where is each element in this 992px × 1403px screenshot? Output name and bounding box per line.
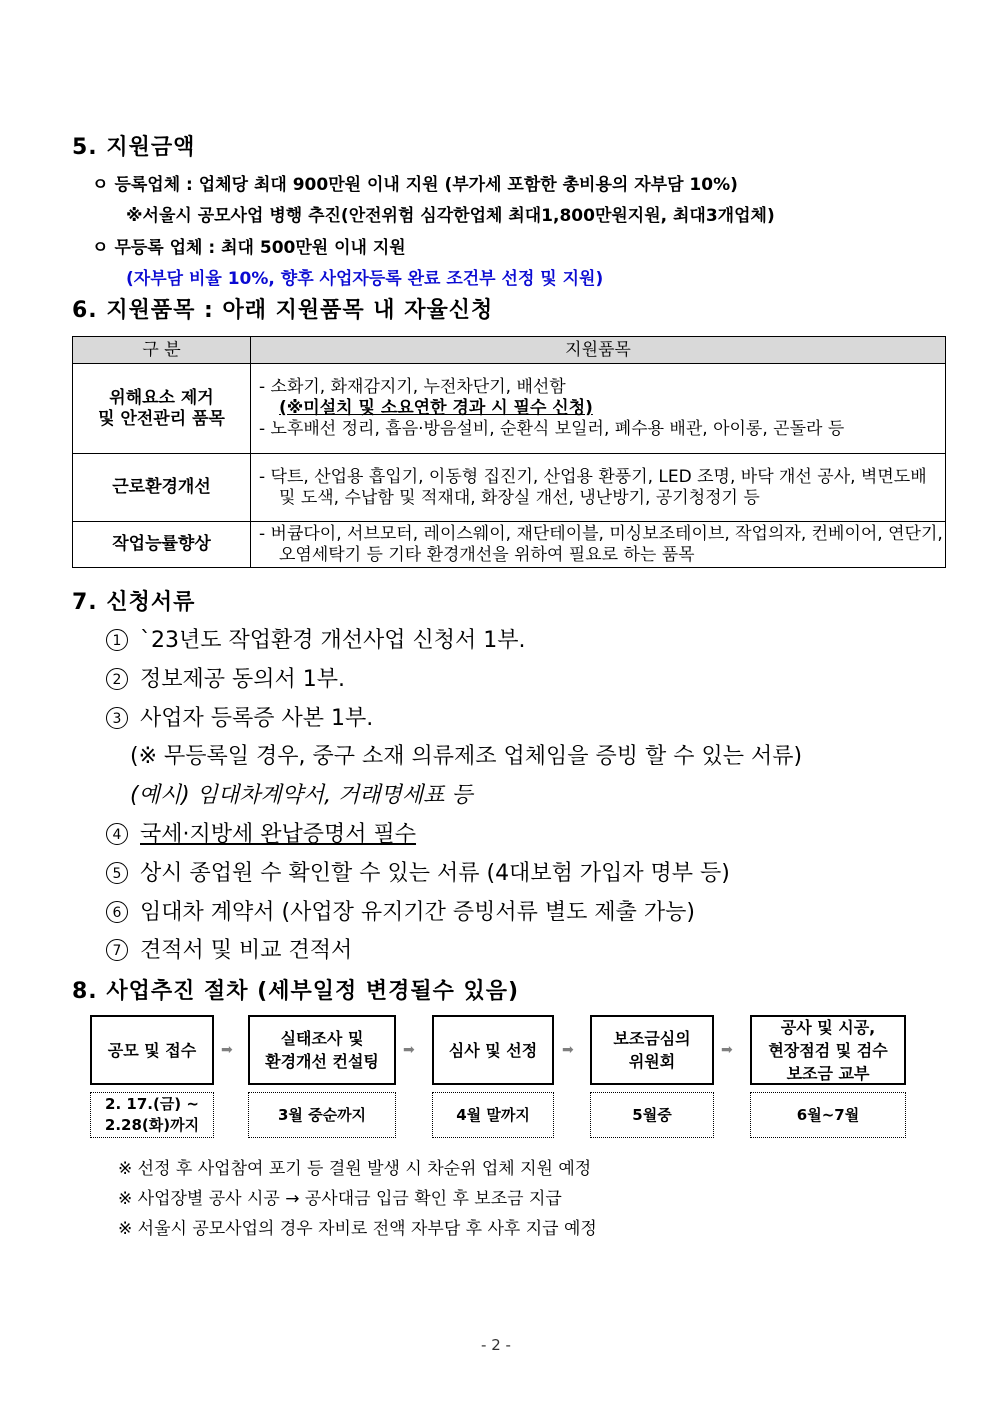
- process-note: ※ 사업장별 공사 시공 → 공사대금 입금 확인 후 보조금 지급: [118, 1189, 562, 1209]
- row-category: 작업능률향상: [73, 522, 251, 568]
- process-step-box: 실태조사 및 환경개선 컨설팅: [248, 1015, 396, 1085]
- section5-item2-note: (자부담 비율 10%, 향후 사업자등록 완료 조건부 선정 및 지원): [126, 269, 604, 289]
- schedule-box: 2. 17.(금) ~ 2.28(화)까지: [90, 1092, 214, 1138]
- table-header-row: [73, 337, 946, 364]
- header-category: 구 분: [73, 337, 251, 364]
- process-step-box: 보조금심의 위원회: [590, 1015, 714, 1085]
- arrow-right-icon: ➡: [721, 1042, 733, 1058]
- required-note: (※미설치 및 소요연한 경과 시 필수 신청): [279, 398, 593, 418]
- number-circle-icon: 5: [106, 862, 128, 884]
- document-item: 6 임대차 계약서 (사업장 유지기간 증빙서류 별도 제출 가능): [106, 895, 695, 926]
- document-item: 3 사업자 등록증 사본 1부.: [106, 701, 373, 732]
- page-number: - 2 -: [481, 1336, 511, 1354]
- process-step-box: 공사 및 시공, 현장점검 및 검수 보조금 교부: [750, 1015, 906, 1085]
- section5-item1-note: ※서울시 공모사업 병행 추진(안전위험 심각한업체 최대1,800만원지원, 최대3개업체): [126, 206, 775, 226]
- document-item-note: (※ 무등록일 경우, 중구 소재 의류제조 업체임을 증빙 할 수 있는 서류): [130, 744, 803, 769]
- number-circle-icon: 6: [106, 901, 128, 923]
- table-row: [73, 522, 946, 568]
- section5-item2: ㅇ 무등록 업체 : 최대 500만원 이내 지원: [92, 238, 406, 258]
- row-category: 근로환경개선: [73, 454, 251, 522]
- header-items: 지원품목: [251, 337, 946, 364]
- document-item: 2 정보제공 동의서 1부.: [106, 662, 345, 693]
- number-circle-icon: 7: [106, 939, 128, 961]
- support-items-table: [72, 336, 946, 568]
- section5-title: 5. 지원금액: [72, 135, 196, 160]
- document-item-example: (예시) 임대차계약서, 거래명세표 등: [130, 783, 473, 808]
- process-step-box: 공모 및 접수: [90, 1015, 214, 1085]
- process-note: ※ 선정 후 사업참여 포기 등 결원 발생 시 차순위 업체 지원 예정: [118, 1159, 592, 1179]
- document-item: 7 견적서 및 비교 견적서: [106, 933, 352, 964]
- bullet-circle-icon: ㅇ: [92, 175, 109, 195]
- arrow-right-icon: ➡: [403, 1042, 415, 1058]
- schedule-box: 3월 중순까지: [248, 1092, 396, 1138]
- document-item: 4 국세·지방세 완납증명서 필수: [106, 817, 416, 848]
- number-circle-icon: 1: [106, 629, 128, 651]
- number-circle-icon: 2: [106, 668, 128, 690]
- arrow-right-icon: ➡: [221, 1042, 233, 1058]
- document-item: 1 `23년도 작업환경 개선사업 신청서 1부.: [106, 623, 526, 654]
- number-circle-icon: 4: [106, 823, 128, 845]
- arrow-right-icon: ➡: [562, 1042, 574, 1058]
- document-item: 5 상시 종업원 수 확인할 수 있는 서류 (4대보험 가입자 명부 등): [106, 856, 730, 887]
- section7-title: 7. 신청서류: [72, 590, 196, 615]
- schedule-box: 4월 말까지: [432, 1092, 554, 1138]
- row-category: 위해요소 제거 및 안전관리 품목: [73, 364, 251, 454]
- process-step-box: 심사 및 선정: [432, 1015, 554, 1085]
- row-content: - 버큠다이, 서브모터, 레이스웨이, 재단테이블, 미싱보조테이브, 작업의자, 컨베이어, 연단기, 오염세탁기 등 기타 환경개선을 위하여 필요로 하는 품목: [251, 522, 946, 568]
- section6-title: 6. 지원품목 : 아래 지원품목 내 자율신청: [72, 298, 494, 323]
- bullet-circle-icon: ㅇ: [92, 238, 109, 258]
- section8-title: 8. 사업추진 절차 (세부일정 변경될수 있음): [72, 979, 520, 1004]
- process-note: ※ 서울시 공모사업의 경우 자비로 전액 자부담 후 사후 지급 예정: [118, 1219, 597, 1239]
- row-content: - 닥트, 산업용 흡입기, 이동형 집진기, 산업용 환풍기, LED 조명, 바닥 개선 공사, 벽면도배 및 도색, 수납함 및 적재대, 화장실 개선, 냉난방기, 공기청정기 등: [251, 454, 946, 522]
- table-row: [73, 454, 946, 522]
- schedule-box: 5월중: [590, 1092, 714, 1138]
- number-circle-icon: 3: [106, 707, 128, 729]
- section5-item1: ㅇ 등록업체 : 업체당 최대 900만원 이내 지원 (부가세 포함한 총비용의 자부담 10%): [92, 175, 738, 195]
- schedule-box: 6월~7월: [750, 1092, 906, 1138]
- row-content: - 소화기, 화재감지기, 누전차단기, 배선함 (※미설치 및 소요연한 경과 시 필수 신청) - 노후배선 정리, 흡음·방음설비, 순환식 보일러, 폐수용 배관, 아이롱, 곤돌라 등: [251, 364, 946, 454]
- table-row: [73, 364, 946, 454]
